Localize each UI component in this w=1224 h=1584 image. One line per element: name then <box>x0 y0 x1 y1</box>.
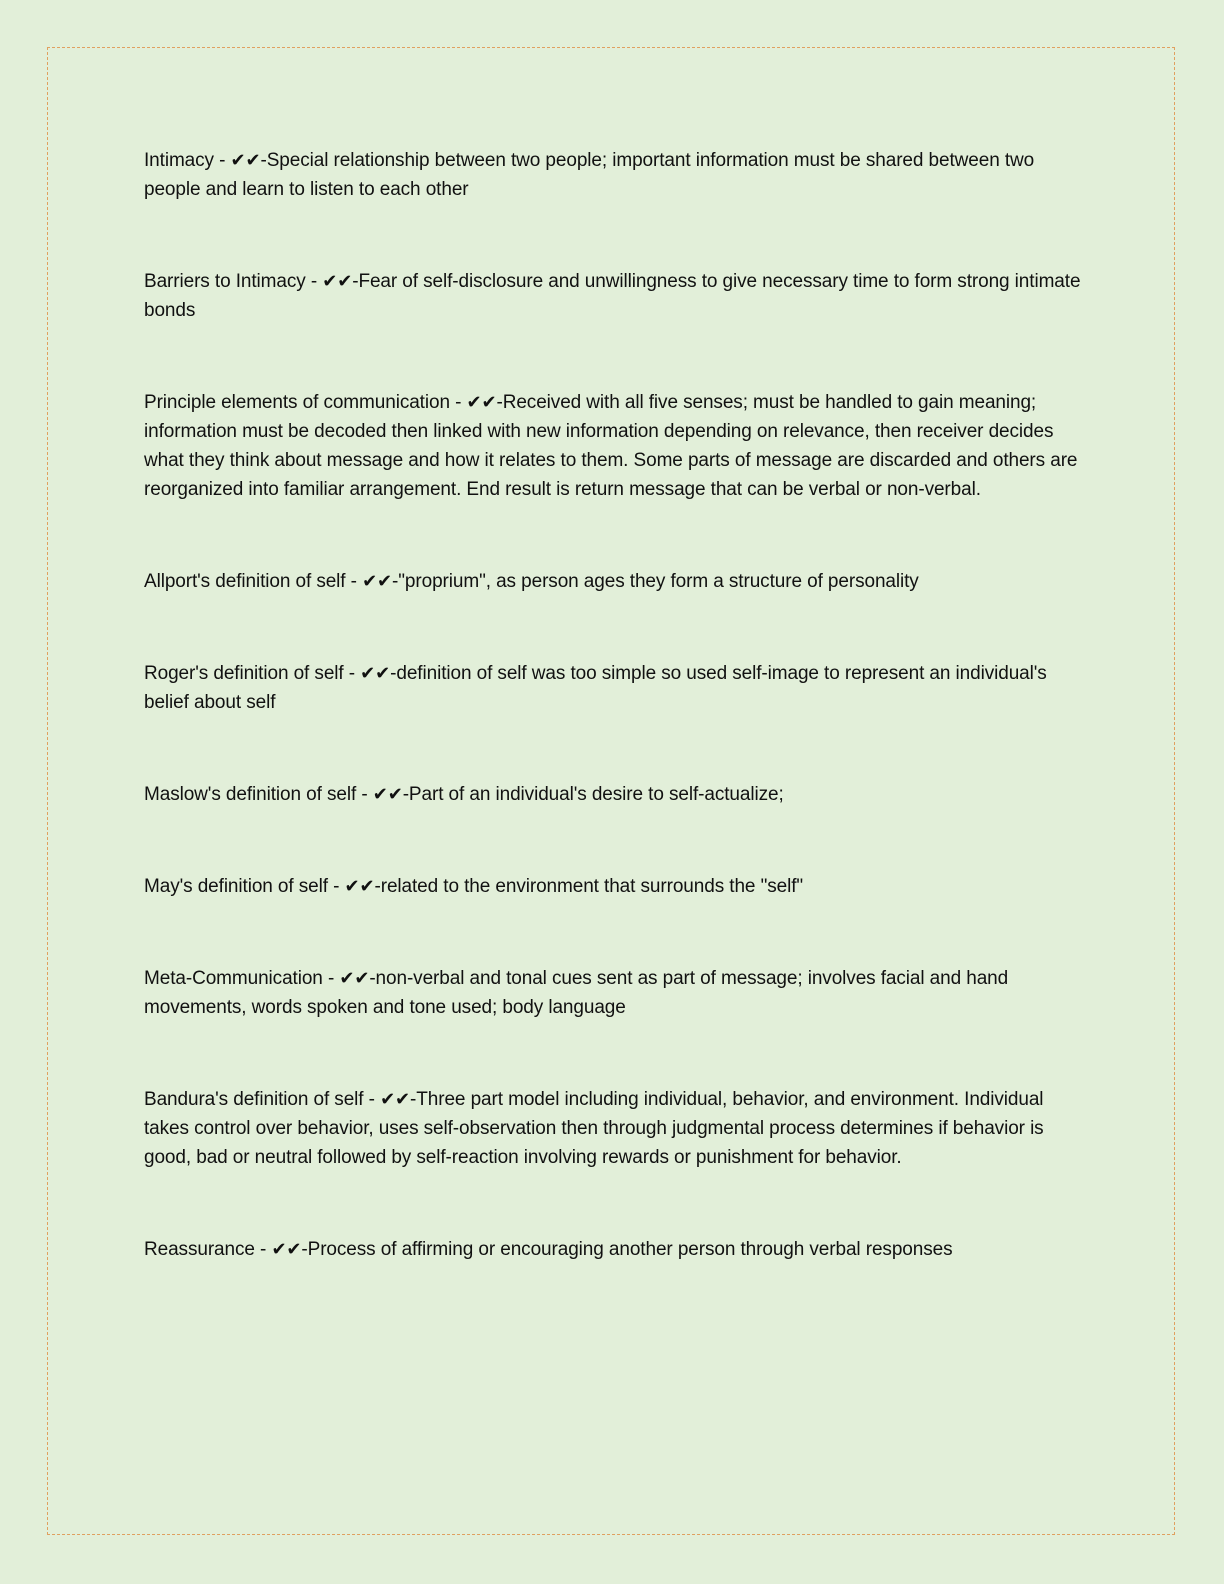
entry-term: Barriers to Intimacy - <box>144 271 323 292</box>
double-check-icon: ✔✔ <box>380 1089 411 1110</box>
entry-definition: -Fear of self-disclosure and unwillingness to give necessary time to form strong intimate bonds <box>144 271 1081 321</box>
list-item <box>144 872 1084 901</box>
entry-term: Meta-Communication - <box>144 968 340 989</box>
entry-term: Principle elements of communication - <box>144 392 467 413</box>
list-item <box>144 1235 1084 1264</box>
double-check-icon: ✔✔ <box>339 968 370 989</box>
entry-definition: -Process of affirming or encouraging another person through verbal responses <box>301 1239 953 1260</box>
entry-term: Maslow's definition of self - <box>144 784 373 805</box>
entry-definition: -definition of self was too simple so used self-image to represent an individual's belief about self <box>144 663 1047 713</box>
list-item <box>144 1085 1084 1172</box>
entry-definition: -Special relationship between two people; important information must be shared between two people and learn to listen to each other <box>144 150 1035 200</box>
entry-term: May's definition of self - <box>144 876 345 897</box>
list-item <box>144 659 1084 717</box>
double-check-icon: ✔✔ <box>372 784 403 805</box>
double-check-icon: ✔✔ <box>271 1239 302 1260</box>
entry-definition: -Three part model including individual, behavior, and environment. Individual takes control over behavior, uses self-observation then through judgmental process determines if behavior is good, bad or neutral followed by self-reaction involving rewards or punishment for behavior. <box>144 1089 1044 1168</box>
entry-definition: -Received with all five senses; must be handled to gain meaning; information must be decoded then linked with new information depending on relevance, then receiver decides what they think about message and how it relates to them. Some parts of message are discarded and others are reorganized into familiar arrangement. End result is return message that can be verbal or non-verbal. <box>144 392 1078 500</box>
entry-definition: -non-verbal and tonal cues sent as part of message; involves facial and hand movements, words spoken and tone used; body language <box>144 968 1009 1018</box>
entry-term: Roger's definition of self - <box>144 663 361 684</box>
entry-definition: -related to the environment that surrounds the "self" <box>374 876 804 897</box>
list-item <box>144 780 1084 809</box>
entry-definition: -Part of an individual's desire to self-actualize; <box>402 784 784 805</box>
list-item <box>144 146 1084 204</box>
entry-term: Allport's definition of self - <box>144 571 363 592</box>
double-check-icon: ✔✔ <box>230 150 261 171</box>
flashcard-list <box>144 146 1084 1327</box>
list-item <box>144 267 1084 325</box>
list-item <box>144 567 1084 596</box>
list-item <box>144 964 1084 1022</box>
double-check-icon: ✔✔ <box>360 663 391 684</box>
double-check-icon: ✔✔ <box>466 392 497 413</box>
list-item <box>144 388 1084 504</box>
entry-term: Reassurance - <box>144 1239 272 1260</box>
entry-term: Bandura's definition of self - <box>144 1089 381 1110</box>
entry-term: Intimacy - <box>144 150 231 171</box>
double-check-icon: ✔✔ <box>344 876 375 897</box>
entry-definition: -"proprium", as person ages they form a structure of personality <box>392 571 919 592</box>
double-check-icon: ✔✔ <box>362 571 393 592</box>
double-check-icon: ✔✔ <box>322 271 353 292</box>
